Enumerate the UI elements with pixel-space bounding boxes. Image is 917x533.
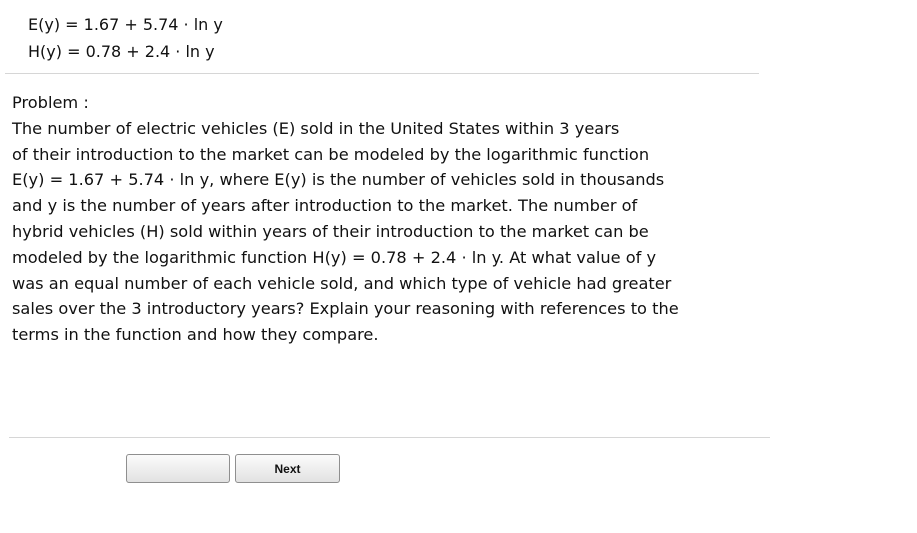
- problem-text-line: The number of electric vehicles (E) sold in the United States within 3 years: [12, 118, 620, 138]
- problem-text-line: and y is the number of years after introduction to the market. The number of: [12, 196, 638, 216]
- bottom-divider: [9, 437, 770, 438]
- problem-text-line: E(y) = 1.67 + 5.74 · ln y, where E(y) is the number of vehicles sold in thousands: [12, 170, 665, 190]
- blank-button[interactable]: [126, 454, 230, 483]
- top-divider: [5, 73, 759, 74]
- problem-text-line: hybrid vehicles (H) sold within years of their introduction to the market can be: [12, 221, 649, 241]
- formula-e: E(y) = 1.67 + 5.74 · ln y: [28, 15, 223, 34]
- problem-text-line: sales over the 3 introductory years? Explain your reasoning with references to the: [12, 299, 679, 319]
- problem-text-line: modeled by the logarithmic function H(y) = 0.78 + 2.4 · ln y. At what value of y: [12, 247, 657, 267]
- next-button[interactable]: Next: [235, 454, 340, 483]
- formula-list: [28, 11, 223, 65]
- problem-text-line: terms in the function and how they compare.: [12, 325, 379, 345]
- problem-heading: Problem :: [12, 93, 89, 112]
- problem-text-line: was an equal number of each vehicle sold, and which type of vehicle had greater: [12, 273, 672, 293]
- formula-h: H(y) = 0.78 + 2.4 · ln y: [28, 42, 215, 61]
- problem-section: [12, 90, 679, 348]
- problem-text-line: of their introduction to the market can be modeled by the logarithmic function: [12, 144, 650, 164]
